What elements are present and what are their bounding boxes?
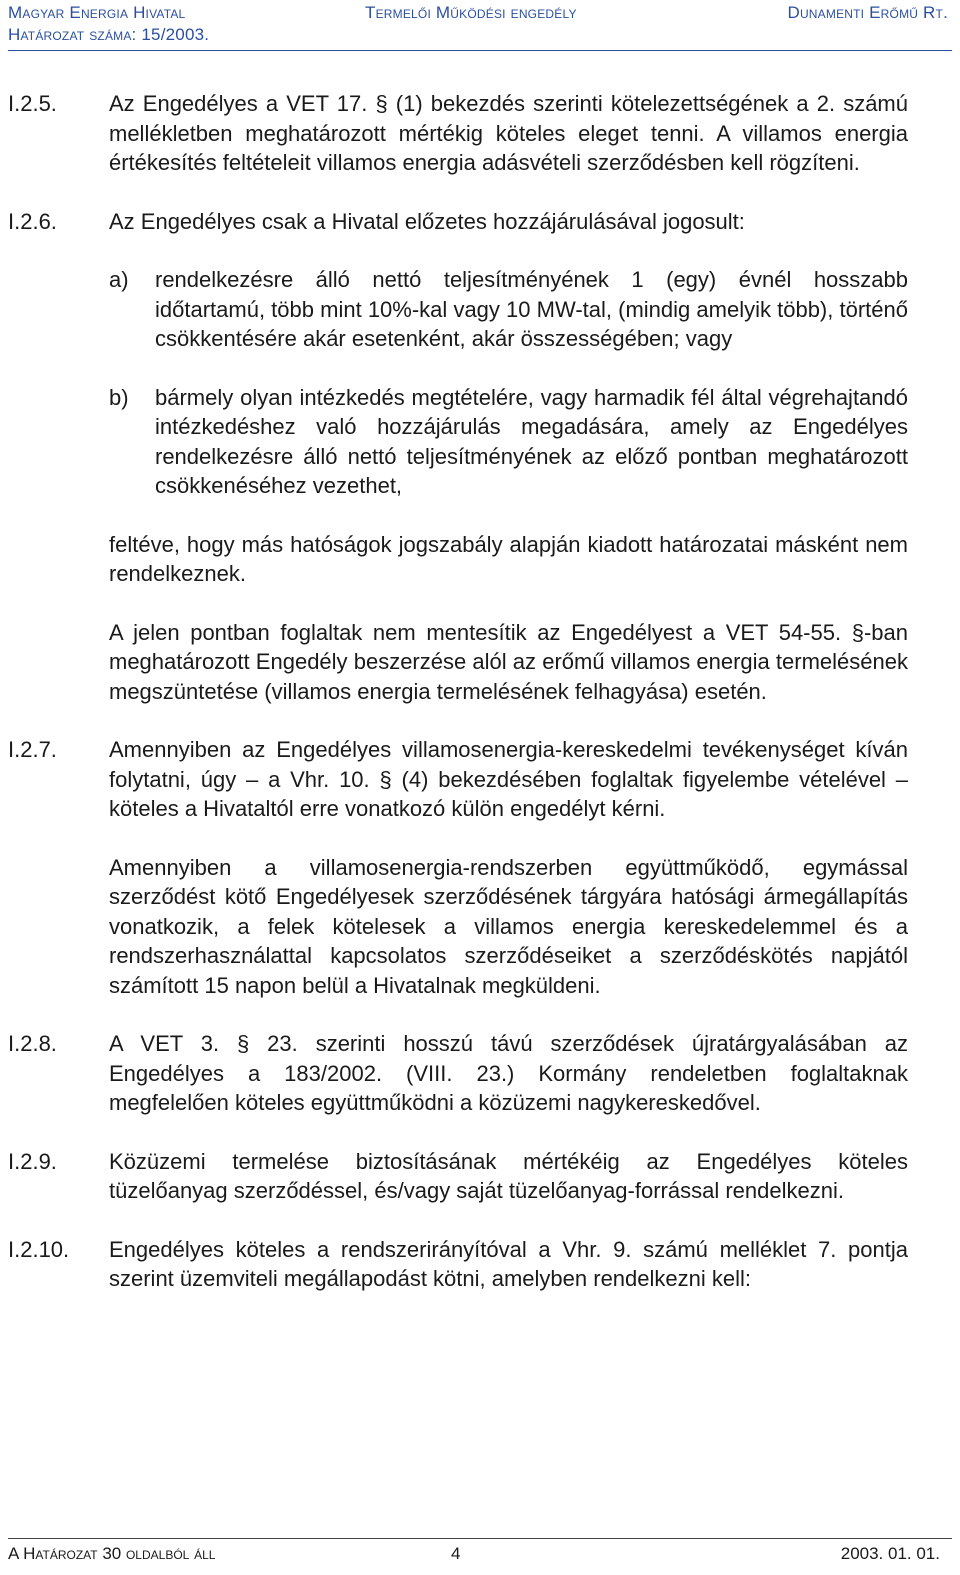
section-number: I.2.9. xyxy=(8,1148,57,1174)
section-text: Engedélyes köteles a rendszerirányítóval a Vhr. 9. számú melléklet 7. pontja szerint üzemviteli megállapodást kötni, amelyben rendelkezni kell: xyxy=(109,1236,908,1291)
header-decision-number: Határozat száma: 15/2003. xyxy=(8,25,210,44)
paragraph-text: Amennyiben a villamosenergia-rendszerben együttműködő, egymással szerződést kötő Engedélyesek szerződésének tárgyára hatósági ármegállapítás vonatkozik, a felek kötelesek a villamos energia kereskedelemmel és a rendszerhasználattal kapcsolatos szerződéseiket a szerződéskötés napjától számított 15 napon belül a Hivatalnak megküldeni. xyxy=(109,854,908,998)
exemption-paragraph xyxy=(0,618,960,707)
section-i-2-6 xyxy=(0,207,960,237)
section-i-2-8 xyxy=(0,1029,960,1118)
header-license-type: Termelői Működési engedély xyxy=(365,3,577,22)
section-i-2-10 xyxy=(0,1235,960,1294)
document-body xyxy=(0,89,960,1294)
section-text: Közüzemi termelése biztosításának mértékéig az Engedélyes köteles tüzelőanyag szerződéssel, és/vagy saját tüzelőanyag-forrással rendelkezni. xyxy=(109,1148,908,1203)
section-number: I.2.6. xyxy=(8,208,57,234)
footer-page-number: 4 xyxy=(451,1544,461,1563)
paragraph-text: feltéve, hogy más hatóságok jogszabály alapján kiadott határozatai másként nem rendelkeznek. xyxy=(109,531,908,586)
section-text: Az Engedélyes a VET 17. § (1) bekezdés szerinti kötelezettségének a 2. számú mellékletben meghatározott mértékig köteles eleget tenni. A villamos energia értékesítés feltételeit villamos energia adásvételi szerződésben kell rögzíteni. xyxy=(109,91,908,175)
section-number: I.2.10. xyxy=(8,1236,70,1262)
section-i-2-5 xyxy=(0,89,960,178)
list-item-a xyxy=(109,265,908,354)
section-text: Az Engedélyes csak a Hivatal előzetes hozzájárulásával jogosult: xyxy=(109,208,745,234)
header-authority: Magyar Energia Hivatal xyxy=(8,3,186,22)
header-divider xyxy=(8,50,952,51)
section-number: I.2.8. xyxy=(8,1031,57,1056)
header-company: Dunamenti Erőmű Rt. xyxy=(787,3,948,22)
section-i-2-9 xyxy=(0,1147,960,1206)
page-header xyxy=(8,2,952,46)
list-item-b xyxy=(109,383,908,501)
section-number: I.2.5. xyxy=(8,91,57,116)
list-label: a) xyxy=(109,267,129,292)
section-number: I.2.7. xyxy=(8,737,57,762)
section-i-2-7 xyxy=(0,735,960,824)
proviso-paragraph xyxy=(0,530,960,589)
footer-divider xyxy=(8,1538,952,1539)
footer-page-count: A Határozat 30 oldalból áll xyxy=(8,1544,216,1563)
contracts-paragraph xyxy=(0,853,960,1001)
section-text: A VET 3. § 23. szerinti hosszú távú szerződések újratárgyalásában az Engedélyes a 183/2002. (VIII. 23.) Kormány rendeletben foglaltaknak megfelelően köteles együttműködni a közüzemi nagykereskedővel. xyxy=(109,1031,908,1115)
section-text: Amennyiben az Engedélyes villamosenergia-kereskedelmi tevékenységet kíván folytatni, úgy – a Vhr. 10. § (4) bekezdésében foglaltak figyelembe vételével – köteles a Hivataltól erre vonatkozó külön engedélyt kérni. xyxy=(109,737,908,821)
footer-date: 2003. 01. 01. xyxy=(840,1544,940,1563)
list-text: bármely olyan intézkedés megtételére, vagy harmadik fél által végrehajtandó intézkedéshez való hozzájárulás megadására, amely az Engedélyes rendelkezésre álló nettó teljesítményének az előző pontban meghatározott csökkenéséhez vezethet, xyxy=(155,384,908,498)
paragraph-text: A jelen pontban foglaltak nem mentesítik az Engedélyest a VET 54-55. §-ban meghatározott Engedély beszerzése alól az erőmű villamos energia termelésének megszüntetése (villamos energia termelésének felhagyása) esetén. xyxy=(109,619,908,704)
list-label: b) xyxy=(109,384,129,410)
list-text: rendelkezésre álló nettó teljesítményének 1 (egy) évnél hosszabb időtartamú, több mint 10%-kal vagy 10 MW-tal, (mindig amelyik több), történő csökkentésére akár esetenként, akár összességében; vagy xyxy=(155,267,908,351)
